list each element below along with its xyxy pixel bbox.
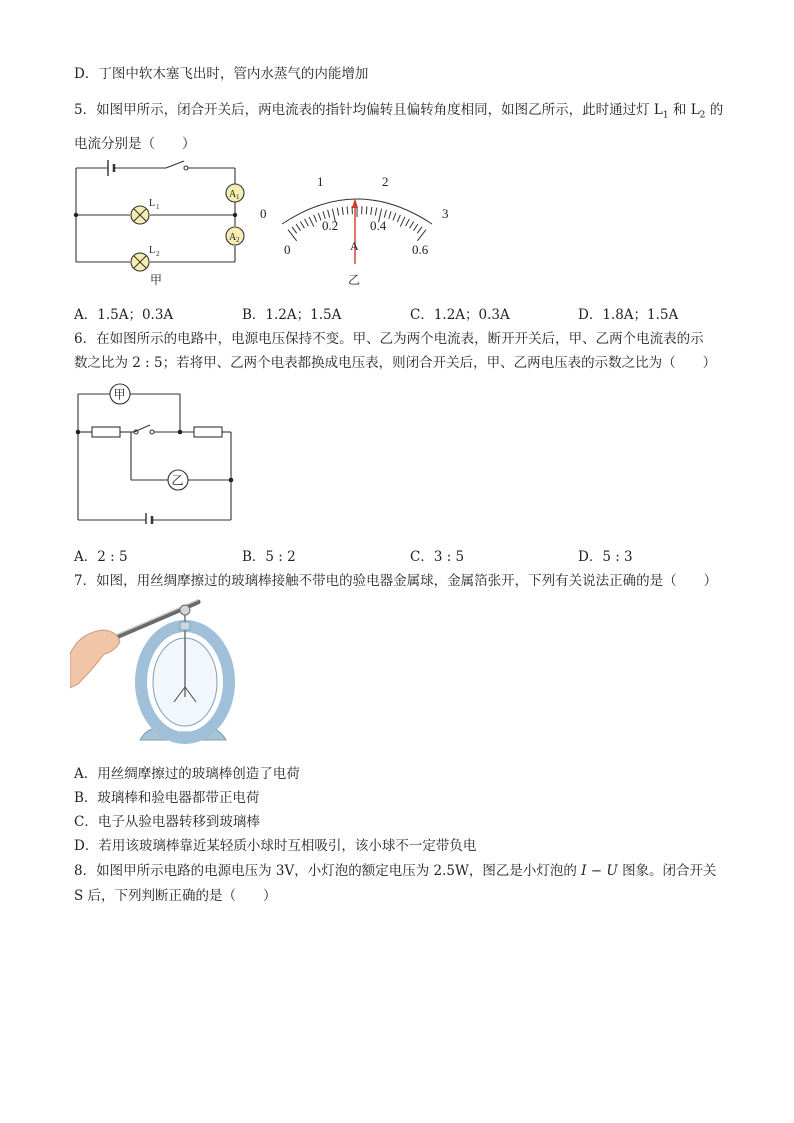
q7-option-c[interactable]: C．电子从验电器转移到玻璃棒 (74, 814, 260, 830)
q5-stem-end: 的 (709, 102, 724, 118)
svg-text:乙: 乙 (171, 473, 184, 488)
q7-option-a[interactable]: A．用丝绸摩擦过的玻璃棒创造了电荷 (74, 766, 300, 782)
q5-ammeter-dial-yi (252, 168, 462, 290)
svg-text:L: L (149, 245, 156, 256)
q6-option-d[interactable]: D．5 : 3 (578, 549, 633, 565)
q8-stem-text: 8．如图甲所示电路的电源电压为 3V，小灯泡的额定电压为 2.5W，图乙是小灯泡的 (74, 863, 577, 879)
dial-tick-mark (318, 213, 321, 221)
dial-tick-mark (300, 221, 304, 228)
dial-tick-mark (347, 206, 348, 214)
q8-iu-symbol: I − U (581, 863, 618, 879)
dial-tick-mark (375, 208, 376, 216)
svg-text:L: L (149, 198, 156, 209)
meter-jia-icon (110, 384, 130, 404)
dial-tick-mark (328, 210, 330, 218)
q6-option-c[interactable]: C．3 : 5 (410, 549, 465, 565)
dial-tick-mark (314, 215, 317, 222)
dial-tick-mark (366, 206, 367, 214)
outer-tick-2: 2 (382, 174, 389, 189)
svg-text:A: A (229, 232, 237, 243)
dial-pointer-icon (352, 198, 358, 264)
q5-option-a[interactable]: A．1.5A；0.3A (74, 307, 174, 323)
inner-tick-0-6: 0.6 (412, 242, 429, 257)
dial-tick-mark (296, 224, 300, 231)
q6-circuit (70, 372, 240, 524)
lamp-l2-icon (131, 245, 160, 271)
q4-option-d: D．丁图中软木塞飞出时，管内水蒸气的内能增加 (74, 66, 369, 82)
svg-text:2: 2 (156, 250, 160, 258)
inner-tick-0-4: 0.4 (370, 218, 387, 233)
dial-tick-mark (292, 227, 297, 234)
dial-tick-mark (384, 210, 386, 218)
q6-stem-line2: 数之比为 2 : 5；若将甲、乙两个电表都换成电压表，则闭合开关后，甲、乙两电压表的示数之比为（ ） (74, 355, 717, 371)
dial-unit-label: A (350, 239, 359, 253)
q5-caption-jia: 甲 (150, 273, 163, 287)
q7-option-d[interactable]: D．若用该玻璃棒靠近某轻质小球时互相吸引，该小球不一定带负电 (74, 838, 477, 854)
ammeter-a1-icon (226, 184, 244, 202)
dial-tick-mark (389, 211, 391, 219)
q5-and: 和 (672, 102, 687, 118)
q8-stem-line2: S 后，下列判断正确的是（ ） (74, 888, 277, 904)
svg-text:2: 2 (236, 236, 240, 244)
inner-tick-0-2: 0.2 (322, 218, 339, 233)
hand-icon (70, 630, 120, 688)
q8-stem-line1 (74, 859, 717, 879)
dial-tick-mark (414, 224, 418, 231)
q5-l1-label: $L_1$ (653, 102, 669, 121)
dial-tick-mark (400, 217, 405, 227)
electroscope-icon (140, 605, 229, 740)
dial-tick-mark (305, 219, 309, 226)
meter-yi-icon (168, 470, 188, 490)
q7-stem: 7．如图，用丝绸摩擦过的玻璃棒接触不带电的验电器金属球，金属箔张开，下列有关说法正确的是（ ） (74, 573, 718, 589)
outer-tick-1: 1 (317, 174, 324, 189)
dial-tick-mark (342, 207, 343, 215)
dial-tick-mark (410, 221, 414, 228)
dial-tick-mark (406, 219, 410, 226)
dial-tick-mark (309, 217, 314, 227)
svg-text:甲: 甲 (113, 387, 126, 402)
q5-stem-line1 (74, 98, 723, 121)
q6-option-b[interactable]: B．5 : 2 (242, 549, 296, 565)
q8-stem-end: 图象。闭合开关 (622, 863, 717, 879)
q6-option-a[interactable]: A．2 : 5 (74, 549, 128, 565)
dial-tick-mark (337, 208, 338, 216)
svg-text:1: 1 (156, 203, 160, 211)
dial-tick-mark (417, 227, 422, 234)
q5-option-c[interactable]: C．1.2A；0.3A (410, 307, 510, 323)
q5-caption-yi: 乙 (348, 273, 361, 287)
dial-tick-mark (393, 213, 396, 221)
q7-option-b[interactable]: B．玻璃棒和验电器都带正电荷 (74, 790, 260, 806)
inner-tick-0: 0 (284, 242, 291, 257)
dial-tick-mark (397, 215, 400, 222)
q5-circuit-jia (70, 156, 250, 288)
svg-text:1: 1 (236, 193, 240, 201)
dial-tick-mark (371, 207, 372, 215)
ammeter-a2-icon (226, 227, 244, 245)
q5-stem-line2: 电流分别是（ ） (74, 136, 196, 152)
q5-option-d[interactable]: D．1.8A；1.5A (578, 307, 679, 323)
outer-tick-3: 3 (442, 206, 449, 221)
q5-stem-text: 5．如图甲所示，闭合开关后，两电流表的指针均偏转且偏转角度相同，如图乙所示，此时通过灯 (74, 102, 650, 118)
q5-option-b[interactable]: B．1.2A；1.5A (242, 307, 342, 323)
q7-electroscope-figure (70, 592, 260, 752)
outer-tick-0: 0 (260, 206, 267, 221)
q5-l2-label: $L_2$ (690, 102, 706, 121)
lamp-l1-icon (131, 198, 160, 224)
q6-stem-line1: 6．在如图所示的电路中，电源电压保持不变。甲、乙为两个电流表，断开开关后，甲、乙两个电流表的示 (74, 331, 704, 347)
svg-text:A: A (229, 189, 237, 200)
